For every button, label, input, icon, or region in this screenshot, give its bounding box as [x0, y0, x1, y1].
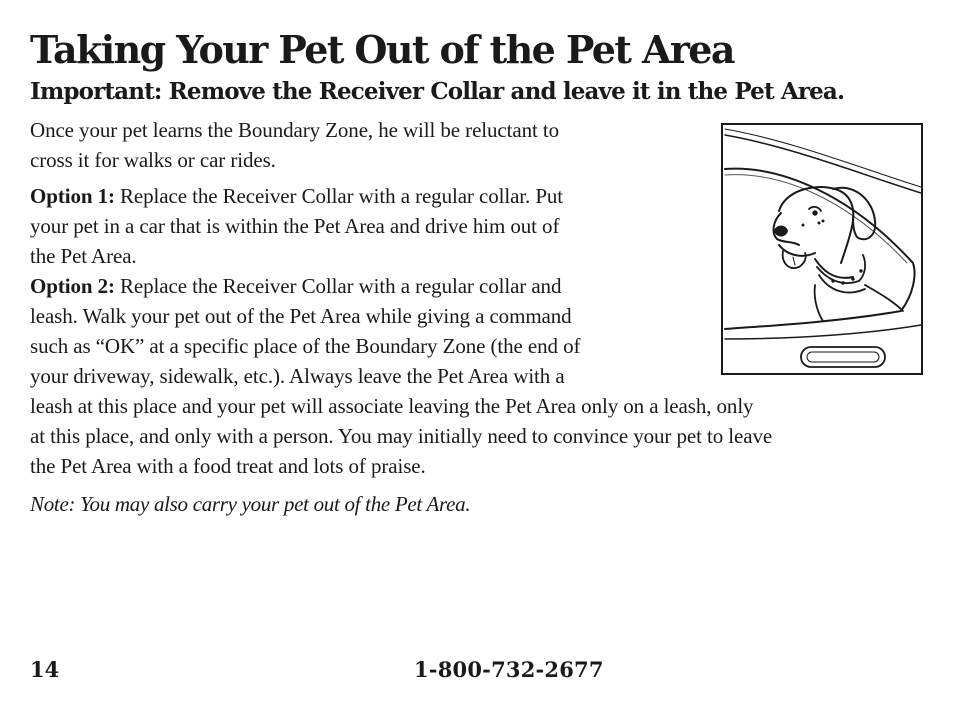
note-text: Note: You may also carry your pet out of the Pet Area. [30, 492, 471, 516]
option-2-line: your driveway, sidewalk, etc.). Always leave the Pet Area with a [30, 364, 565, 388]
intro-line: cross it for walks or car rides. [30, 148, 276, 172]
option-2-line: the Pet Area with a food treat and lots of praise. [30, 454, 426, 478]
page-title: Taking Your Pet Out of the Pet Area [30, 27, 734, 72]
option-1-label: Option 1: [30, 184, 115, 208]
option-2-line: leash at this place and your pet will associate leaving the Pet Area only on a leash, only [30, 394, 754, 418]
page-number: 14 [30, 657, 60, 682]
intro-paragraph [30, 115, 710, 175]
option-1-text: Replace the Receiver Collar with a regular collar. Put [114, 184, 564, 208]
important-notice: Important: Remove the Receiver Collar and leave it in the Pet Area. [30, 78, 845, 105]
option-2-line: at this place, and only with a person. You may initially need to convince your pet to leave [30, 424, 773, 448]
option-2-label: Option 2: [30, 274, 115, 298]
option-2-line: such as “OK” at a specific place of the Boundary Zone (the end of [30, 334, 581, 358]
option-2-text: Replace the Receiver Collar with a regular collar and [114, 274, 562, 298]
option-1-line: the Pet Area. [30, 244, 137, 268]
intro-line: Once your pet learns the Boundary Zone, he will be reluctant to [30, 118, 560, 142]
option-2-line: leash. Walk your pet out of the Pet Area while giving a command [30, 304, 572, 328]
dog-in-car-window-illustration [721, 123, 923, 375]
phone-number: 1-800-732-2677 [414, 657, 604, 682]
dog-in-car-icon [723, 125, 921, 373]
option-1-line: your pet in a car that is within the Pet Area and drive him out of [30, 214, 560, 238]
